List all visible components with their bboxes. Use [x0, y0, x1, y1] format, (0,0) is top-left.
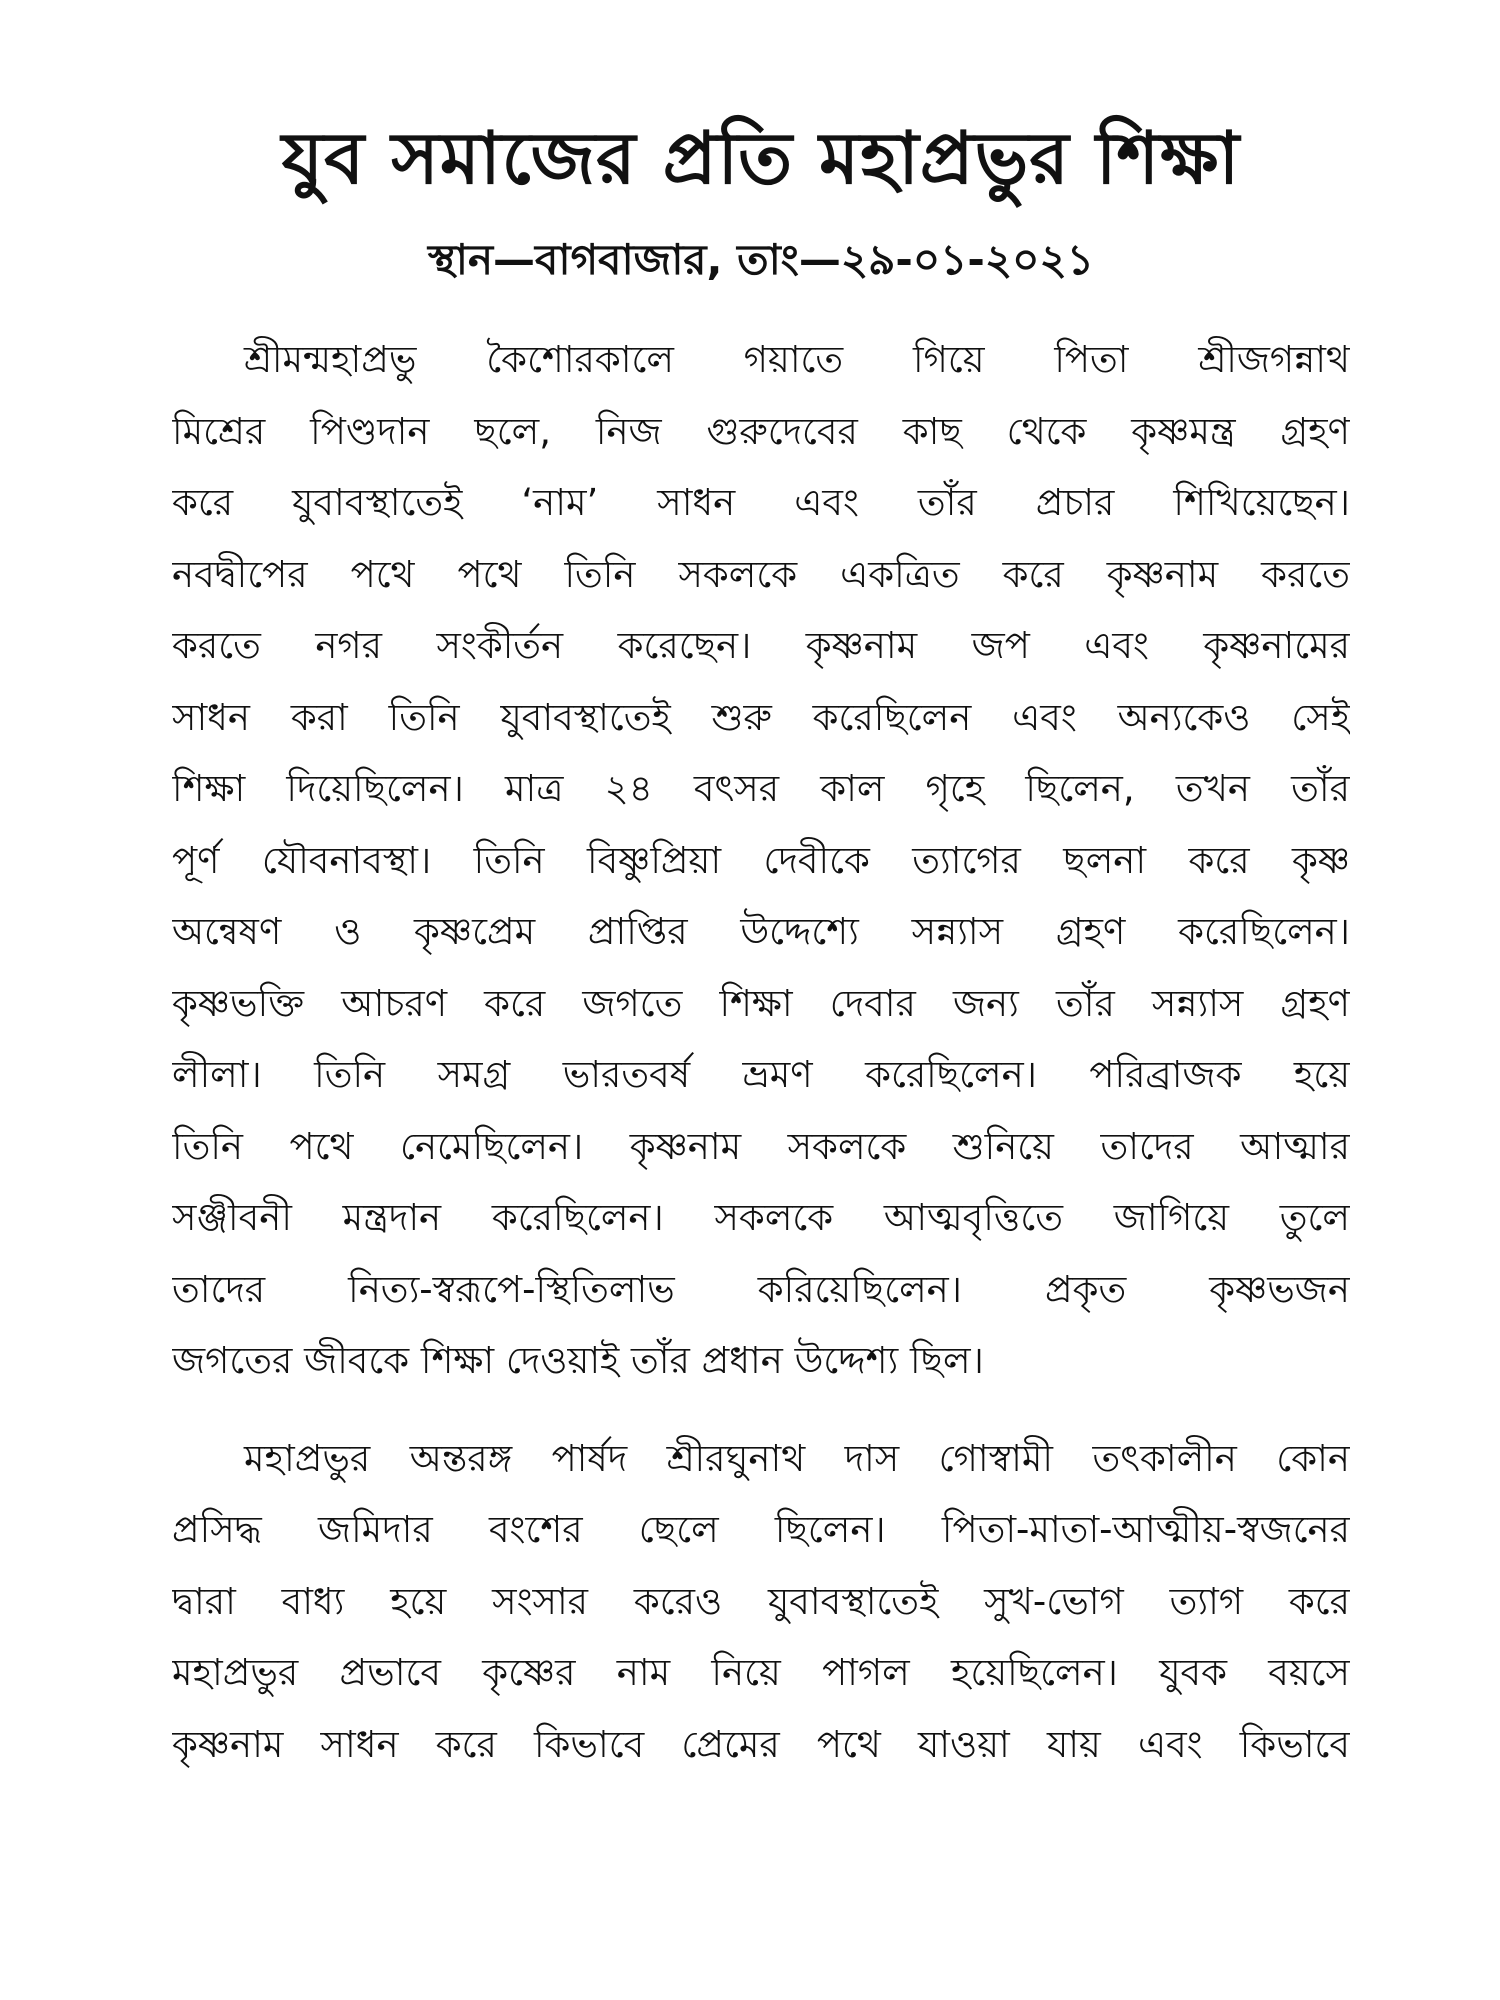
text-line: লীলা। তিনি সমগ্র ভারতবর্ষ ভ্রমণ করেছিলেন। পরিব্রাজক হয়ে [172, 1053, 1350, 1096]
text-line: তাদের নিত্য-স্বরূপে-স্থিতিলাভ করিয়েছিলেন। প্রকৃত কৃষ্ণভজন [172, 1267, 1350, 1311]
text-line: সাধন করা তিনি যুবাবস্থাতেই শুরু করেছিলেন এবং অন্যকেও সেই [172, 695, 1350, 739]
text-line: শিক্ষা দিয়েছিলেন। মাত্র ২৪ বৎসর কাল গৃহে ছিলেন, তখন তাঁর [172, 767, 1350, 810]
document-subtitle: স্থান—বাগবাজার, তাং—২৯-০১-২০২১ [427, 235, 1095, 284]
text-line: নবদ্বীপের পথে পথে তিনি সকলকে একত্রিত করে কৃষ্ণনাম করতে [172, 552, 1350, 596]
text-line: তিনি পথে নেমেছিলেন। কৃষ্ণনাম সকলকে শুনিয়ে তাদের আত্মার [172, 1124, 1350, 1168]
text-line: জগতের জীবকে শিক্ষা দেওয়াই তাঁর প্রধান উদ্দেশ্য ছিল। [172, 1339, 984, 1382]
text-line: মহাপ্রভুর প্রভাবে কৃষ্ণের নাম নিয়ে পাগল হয়েছিলেন। যুবক বয়সে [172, 1651, 1350, 1694]
text-line: প্রসিদ্ধ জমিদার বংশের ছেলে ছিলেন। পিতা-মাতা-আত্মীয়-স্বজনের [172, 1508, 1350, 1551]
text-line: মিশ্রের পিণ্ডদান ছলে, নিজ গুরুদেবের কাছ থেকে কৃষ্ণমন্ত্র গ্রহণ [172, 409, 1350, 453]
text-line: পূর্ণ যৌবনাবস্থা। তিনি বিষ্ণুপ্রিয়া দেবীকে ত্যাগের ছলনা করে কৃষ্ণ [172, 838, 1350, 882]
paragraph-1 [172, 324, 1350, 1397]
text-line: মহাপ্রভুর অন্তরঙ্গ পার্ষদ শ্রীরঘুনাথ দাস গোস্বামী তৎকালীন কোন [244, 1436, 1350, 1480]
text-line: করে যুবাবস্থাতেই ‘নাম’ সাধন এবং তাঁর প্রচার শিখিয়েছেন। [172, 481, 1350, 524]
paragraph-2 [172, 1423, 1350, 1781]
text-line: কৃষ্ণনাম সাধন করে কিভাবে প্রেমের পথে যাওয়া যায় এবং কিভাবে [172, 1722, 1350, 1766]
text-line: অন্বেষণ ও কৃষ্ণপ্রেম প্রাপ্তির উদ্দেশ্যে সন্ন্যাস গ্রহণ করেছিলেন। [172, 910, 1350, 953]
text-line: কৃষ্ণভক্তি আচরণ করে জগতে শিক্ষা দেবার জন্য তাঁর সন্ন্যাস গ্রহণ [172, 981, 1350, 1025]
document-title: যুব সমাজের প্রতি মহাপ্রভুর শিক্ষা [281, 116, 1241, 200]
text-line: সঞ্জীবনী মন্ত্রদান করেছিলেন। সকলকে আত্মবৃত্তিতে জাগিয়ে তুলে [172, 1196, 1350, 1239]
text-line: শ্রীমন্মহাপ্রভু কৈশোরকালে গয়াতে গিয়ে পিতা শ্রীজগন্নাথ [244, 338, 1350, 381]
text-line: দ্বারা বাধ্য হয়ে সংসার করেও যুবাবস্থাতেই সুখ-ভোগ ত্যাগ করে [172, 1579, 1350, 1623]
text-line: করতে নগর সংকীর্তন করেছেন। কৃষ্ণনাম জপ এবং কৃষ্ণনামের [172, 624, 1350, 667]
